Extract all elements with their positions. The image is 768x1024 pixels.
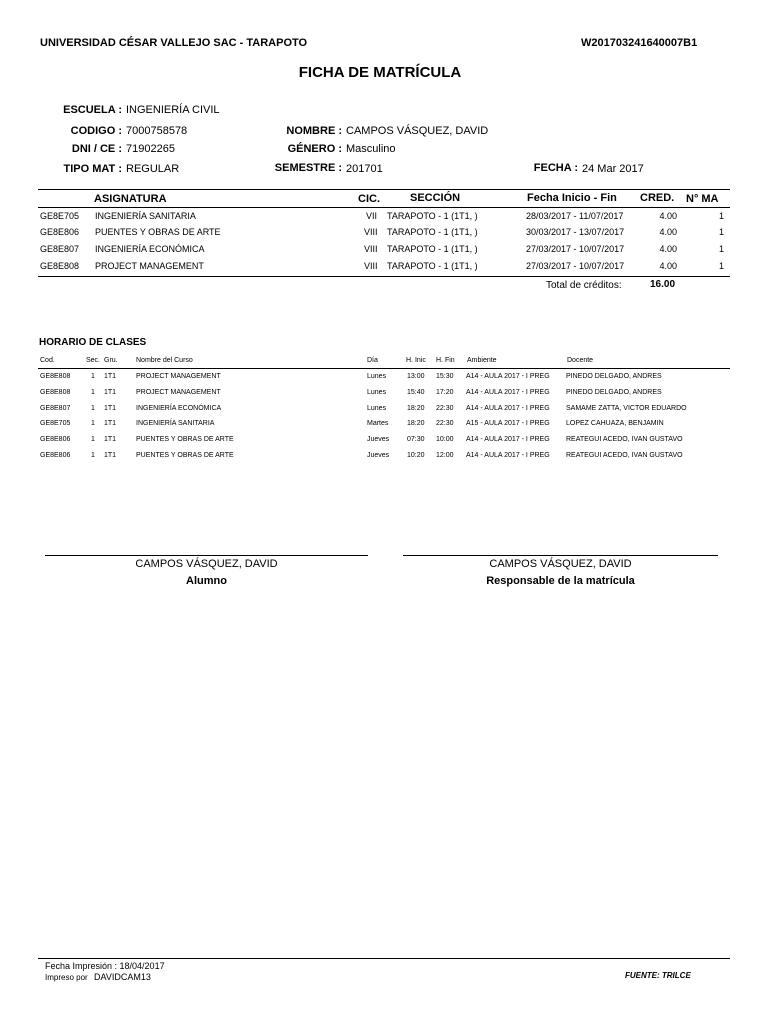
schedule-header-rule xyxy=(38,368,730,369)
nombre-label: NOMBRE : xyxy=(286,125,342,137)
sch-col-hfin: H. Fin xyxy=(436,357,455,364)
course-name: PROJECT MANAGEMENT xyxy=(95,261,204,271)
col-nma: N° MA xyxy=(686,193,719,205)
course-fecha: 27/03/2017 - 10/07/2017 xyxy=(526,261,625,271)
sch-gru: 1T1 xyxy=(104,436,117,443)
sch-docente: REATEGUI ACEDO, IVAN GUSTAVO xyxy=(566,452,683,459)
dni-label: DNI / CE : xyxy=(71,143,122,155)
course-seccion: TARAPOTO - 1 (1T1, ) xyxy=(387,261,478,271)
course-cic: VIII xyxy=(364,261,378,271)
sch-col-curso: Nombre del Curso xyxy=(136,357,193,364)
sch-sec: 1 xyxy=(91,389,95,396)
sch-sec: 1 xyxy=(91,452,95,459)
sch-docente: REATEGUI ACEDO, IVAN GUSTAVO xyxy=(566,436,683,443)
sch-ambiente: A15 - AULA 2017 - I PREG xyxy=(466,420,550,427)
sch-hini: 18:20 xyxy=(407,420,425,427)
sch-hfin: 15:30 xyxy=(436,373,454,380)
courses-bottom-rule xyxy=(38,276,730,277)
sch-dia: Martes xyxy=(367,420,389,427)
student-signature-role: Alumno xyxy=(186,575,227,587)
impreso-por-value: DAVIDCAM13 xyxy=(94,972,151,982)
course-name: INGENIERÍA SANITARIA xyxy=(95,211,196,221)
sch-hfin: 22:30 xyxy=(436,405,454,412)
sch-cod: GE8E806 xyxy=(40,452,71,459)
course-code: GE8E807 xyxy=(40,244,80,254)
sch-dia: Lunes xyxy=(367,405,387,412)
sch-hfin: 12:00 xyxy=(436,452,454,459)
course-cic: VII xyxy=(366,211,378,221)
sch-col-gru: Gru. xyxy=(104,357,118,364)
sch-cod: GE8E807 xyxy=(40,405,71,412)
sch-hfin: 17:20 xyxy=(436,389,454,396)
codigo-value: 7000758578 xyxy=(126,125,188,137)
sch-hini: 15:40 xyxy=(407,389,425,396)
semestre-label: SEMESTRE : xyxy=(274,162,342,174)
escuela-value: INGENIERÍA CIVIL xyxy=(126,104,220,116)
sch-curso: PUENTES Y OBRAS DE ARTE xyxy=(136,436,234,443)
sch-hini: 10:20 xyxy=(407,452,425,459)
sch-docente: SAMAME ZATTA, VICTOR EDUARDO xyxy=(566,405,687,412)
sch-gru: 1T1 xyxy=(104,389,117,396)
course-nma: 1 xyxy=(718,211,724,221)
course-cred: 4.00 xyxy=(659,211,677,221)
col-fecha: Fecha Inicio - Fin xyxy=(527,192,617,204)
sch-curso: INGENIERÍA SANITARIA xyxy=(136,420,215,427)
sch-docente: PINEDO DELGADO, ANDRES xyxy=(566,373,662,380)
sch-gru: 1T1 xyxy=(104,405,117,412)
course-fecha: 27/03/2017 - 10/07/2017 xyxy=(526,244,625,254)
sch-curso: INGENIERÍA ECONÓMICA xyxy=(136,405,222,412)
sch-curso: PROJECT MANAGEMENT xyxy=(136,389,221,396)
document-title: FICHA DE MATRÍCULA xyxy=(298,64,462,81)
signature-line-responsible xyxy=(403,555,718,556)
sch-dia: Jueves xyxy=(367,436,390,443)
sch-cod: GE8E808 xyxy=(40,389,71,396)
tipo-mat-label: TIPO MAT : xyxy=(63,163,122,175)
course-seccion: TARAPOTO - 1 (1T1, ) xyxy=(387,244,478,254)
course-cred: 4.00 xyxy=(659,244,677,254)
sch-hini: 18:20 xyxy=(407,405,425,412)
course-nma: 1 xyxy=(718,244,724,254)
schedule-title: HORARIO DE CLASES xyxy=(39,337,147,348)
sch-col-cod: Cod. xyxy=(40,357,55,364)
nombre-value: CAMPOS VÁSQUEZ, DAVID xyxy=(346,125,489,137)
sch-curso: PROJECT MANAGEMENT xyxy=(136,373,221,380)
genero-label: GÉNERO : xyxy=(287,143,342,155)
genero-value: Masculino xyxy=(346,143,396,155)
course-name: INGENIERÍA ECONÓMICA xyxy=(95,244,205,254)
signature-line-student xyxy=(45,555,368,556)
courses-top-rule xyxy=(38,189,730,190)
course-nma: 1 xyxy=(718,227,724,237)
sch-hini: 13:00 xyxy=(407,373,425,380)
sch-dia: Lunes xyxy=(367,373,387,380)
sch-cod: GE8E705 xyxy=(40,420,71,427)
sch-ambiente: A14 - AULA 2017 - I PREG xyxy=(466,436,550,443)
fecha-value: 24 Mar 2017 xyxy=(582,163,644,175)
fuente-label: FUENTE: TRILCE xyxy=(625,971,691,980)
course-code: GE8E705 xyxy=(40,211,80,221)
sch-col-docente: Docente xyxy=(567,357,594,364)
sch-ambiente: A14 - AULA 2017 - I PREG xyxy=(466,389,550,396)
sch-hfin: 22:30 xyxy=(436,420,454,427)
sch-hini: 07:30 xyxy=(407,436,425,443)
col-asignatura: ASIGNATURA xyxy=(94,193,167,205)
col-cic: CIC. xyxy=(358,193,380,205)
sch-sec: 1 xyxy=(91,405,95,412)
sch-sec: 1 xyxy=(91,420,95,427)
escuela-label: ESCUELA : xyxy=(63,104,122,116)
course-seccion: TARAPOTO - 1 (1T1, ) xyxy=(387,227,478,237)
sch-cod: GE8E806 xyxy=(40,436,71,443)
course-cred: 4.00 xyxy=(659,227,677,237)
dni-value: 71902265 xyxy=(126,143,175,155)
course-name: PUENTES Y OBRAS DE ARTE xyxy=(95,227,221,237)
student-signature-name: CAMPOS VÁSQUEZ, DAVID xyxy=(135,558,278,570)
sch-ambiente: A14 - AULA 2017 - I PREG xyxy=(466,405,550,412)
sch-col-hini: H. Inic xyxy=(406,357,426,364)
course-fecha: 30/03/2017 - 13/07/2017 xyxy=(526,227,625,237)
impreso-por-label: Impreso por xyxy=(45,973,88,982)
sch-ambiente: A14 - AULA 2017 - I PREG xyxy=(466,452,550,459)
col-cred: CRED. xyxy=(640,192,675,204)
sch-col-sec: Sec. xyxy=(86,357,101,364)
fecha-label: FECHA : xyxy=(533,162,578,174)
course-code: GE8E808 xyxy=(40,261,80,271)
sch-gru: 1T1 xyxy=(104,452,117,459)
sch-dia: Jueves xyxy=(367,452,390,459)
fecha-impresion: Fecha Impresión : 18/04/2017 xyxy=(45,961,165,971)
responsible-signature-role: Responsable de la matrícula xyxy=(486,575,635,587)
sch-sec: 1 xyxy=(91,436,95,443)
sch-gru: 1T1 xyxy=(104,420,117,427)
document-code: W201703241640007B1 xyxy=(581,37,698,49)
sch-col-ambiente: Ambiente xyxy=(467,357,497,364)
sch-docente: PINEDO DELGADO, ANDRES xyxy=(566,389,662,396)
semestre-value: 201701 xyxy=(346,163,383,175)
course-fecha: 28/03/2017 - 11/07/2017 xyxy=(526,211,624,221)
courses-header-rule xyxy=(38,207,730,208)
sch-gru: 1T1 xyxy=(104,373,117,380)
course-code: GE8E806 xyxy=(40,227,80,237)
codigo-label: CODIGO : xyxy=(70,125,122,137)
sch-sec: 1 xyxy=(91,373,95,380)
footer-rule xyxy=(38,958,730,959)
sch-hfin: 10:00 xyxy=(436,436,454,443)
responsible-signature-name: CAMPOS VÁSQUEZ, DAVID xyxy=(489,558,632,570)
total-creditos-value: 16.00 xyxy=(650,279,676,290)
course-nma: 1 xyxy=(718,261,724,271)
institution-name: UNIVERSIDAD CÉSAR VALLEJO SAC - TARAPOTO xyxy=(40,37,308,49)
sch-col-dia: Día xyxy=(367,357,378,364)
course-cic: VIII xyxy=(364,244,378,254)
sch-docente: LOPEZ CAHUAZA, BENJAMIN xyxy=(566,420,664,427)
col-seccion: SECCIÓN xyxy=(410,192,461,204)
total-creditos-label: Total de créditos: xyxy=(546,280,622,291)
course-seccion: TARAPOTO - 1 (1T1, ) xyxy=(387,211,478,221)
course-cred: 4.00 xyxy=(659,261,677,271)
tipo-mat-value: REGULAR xyxy=(126,163,180,175)
sch-cod: GE8E808 xyxy=(40,373,71,380)
sch-dia: Lunes xyxy=(367,389,387,396)
sch-ambiente: A14 - AULA 2017 - I PREG xyxy=(466,373,550,380)
sch-curso: PUENTES Y OBRAS DE ARTE xyxy=(136,452,234,459)
course-cic: VIII xyxy=(364,227,378,237)
